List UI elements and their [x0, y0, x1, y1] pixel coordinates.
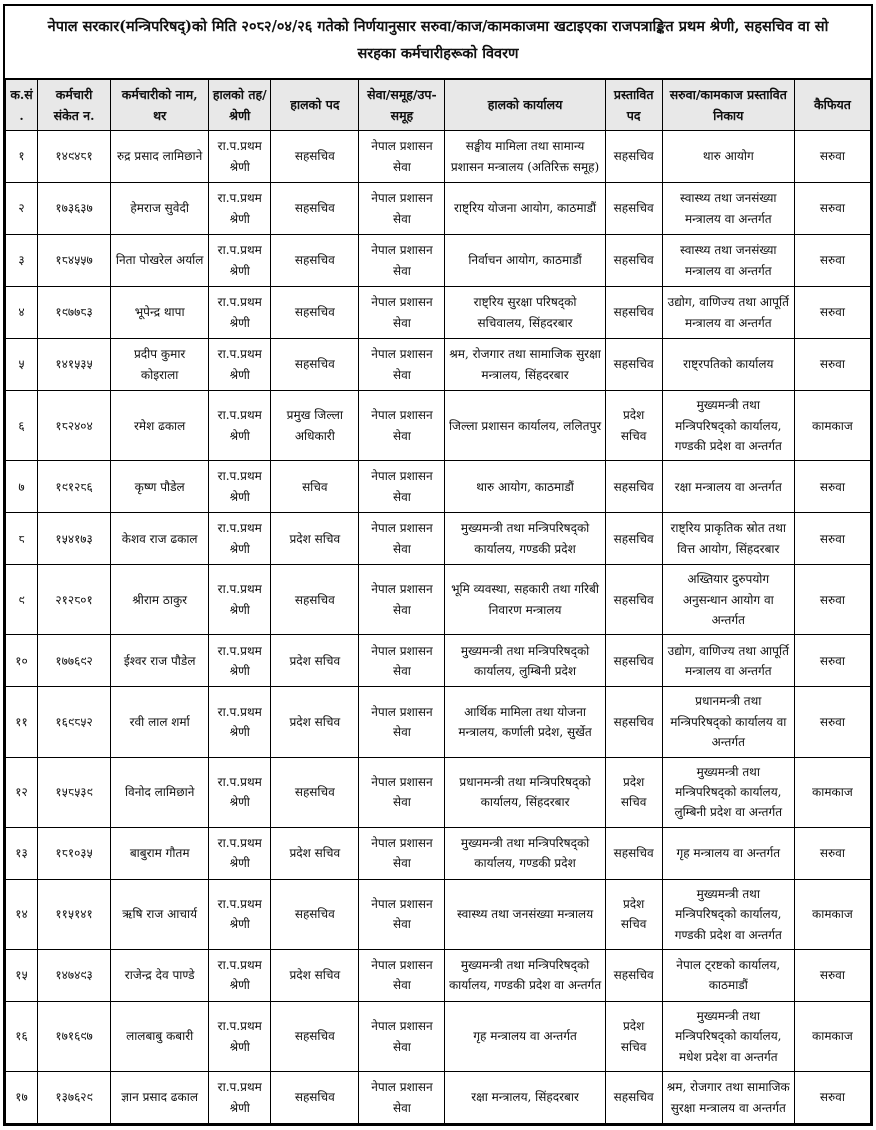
cell-remarks: सरुवा [794, 235, 870, 287]
cell-proposed-body: मुख्यमन्त्री तथा मन्त्रिपरिषद्को कार्यालय, लुम्बिनी प्रदेश वा अन्तर्गत [662, 757, 794, 827]
cell-remarks: सरुवा [794, 1072, 870, 1124]
cell-serial-number: १२ [6, 757, 38, 827]
cell-current-level: रा.प.प्रथम श्रेणी [209, 235, 271, 287]
cell-proposed-body: अख्तियार दुरुपयोग अनुसन्धान आयोग वा अन्तर्गत [662, 565, 794, 635]
table-row [6, 287, 871, 339]
cell-employee-name: ज्ञान प्रसाद ढकाल [111, 1072, 209, 1124]
cell-serial-number: १७ [6, 1072, 38, 1124]
cell-employee-name: निता पोखरेल अर्याल [111, 235, 209, 287]
cell-employee-name: रवी लाल शर्मा [111, 687, 209, 757]
cell-current-office: प्रधानमन्त्री तथा मन्त्रिपरिषद्को कार्यालय, सिंहदरबार [445, 757, 605, 827]
cell-current-office: जिल्ला प्रशासन कार्यालय, ललितपुर [445, 391, 605, 461]
cell-current-position: सहसचिव [271, 757, 359, 827]
cell-employee-name: बाबुराम गौतम [111, 827, 209, 879]
table-row [6, 687, 871, 757]
table-row [6, 827, 871, 879]
cell-service-group: नेपाल प्रशासन सेवा [359, 183, 445, 235]
cell-employee-code: ११५१४१ [38, 879, 111, 949]
cell-proposed-position: सहसचिव [605, 687, 662, 757]
cell-current-position: सहसचिव [271, 879, 359, 949]
cell-service-group: नेपाल प्रशासन सेवा [359, 635, 445, 687]
cell-current-office: भूमि व्यवस्था, सहकारी तथा गरिबी निवारण मन्त्रालय [445, 565, 605, 635]
cell-current-level: रा.प.प्रथम श्रेणी [209, 513, 271, 565]
cell-current-level: रा.प.प्रथम श्रेणी [209, 635, 271, 687]
table-row [6, 949, 871, 1001]
cell-service-group: नेपाल प्रशासन सेवा [359, 513, 445, 565]
cell-employee-code: १८४५५७ [38, 235, 111, 287]
cell-serial-number: ९ [6, 565, 38, 635]
cell-current-position: प्रदेश सचिव [271, 635, 359, 687]
table-header-row [6, 79, 871, 131]
cell-current-level: रा.प.प्रथम श्रेणी [209, 287, 271, 339]
cell-current-office: मुख्यमन्त्री तथा मन्त्रिपरिषद्को कार्यालय, लुम्बिनी प्रदेश [445, 635, 605, 687]
cell-current-office: थारु आयोग, काठमाडौं [445, 461, 605, 513]
cell-service-group: नेपाल प्रशासन सेवा [359, 827, 445, 879]
cell-current-level: रा.प.प्रथम श्रेणी [209, 131, 271, 183]
cell-current-position: सहसचिव [271, 183, 359, 235]
cell-employee-code: १५८५३९ [38, 757, 111, 827]
cell-service-group: नेपाल प्रशासन सेवा [359, 391, 445, 461]
table-row [6, 1072, 871, 1124]
cell-current-level: रा.प.प्रथम श्रेणी [209, 461, 271, 513]
cell-current-office: रक्षा मन्त्रालय, सिंहदरबार [445, 1072, 605, 1124]
cell-employee-code: १७३६३७ [38, 183, 111, 235]
cell-proposed-position: सहसचिव [605, 635, 662, 687]
cell-current-office: सङ्घीय मामिला तथा सामान्य प्रशासन मन्त्रालय (अतिरिक्त समूह) [445, 131, 605, 183]
cell-current-level: रा.प.प्रथम श्रेणी [209, 949, 271, 1001]
cell-current-level: रा.प.प्रथम श्रेणी [209, 757, 271, 827]
table-row [6, 339, 871, 391]
header-remarks: कैफियत [794, 79, 870, 131]
table-row [6, 235, 871, 287]
cell-proposed-body: मुख्यमन्त्री तथा मन्त्रिपरिषद्को कार्यालय, गण्डकी प्रदेश वा अन्तर्गत [662, 391, 794, 461]
cell-current-office: आर्थिक मामिला तथा योजना मन्त्रालय, कर्णाली प्रदेश, सुर्खेत [445, 687, 605, 757]
cell-remarks: कामकाज [794, 879, 870, 949]
employee-transfer-table [5, 79, 871, 1125]
cell-current-level: रा.प.प्रथम श्रेणी [209, 879, 271, 949]
cell-service-group: नेपाल प्रशासन सेवा [359, 757, 445, 827]
cell-employee-code: १९१२८६ [38, 461, 111, 513]
cell-employee-name: कृष्ण पौडेल [111, 461, 209, 513]
cell-employee-name: विनोद लामिछाने [111, 757, 209, 827]
cell-serial-number: १६ [6, 1001, 38, 1071]
table-body [6, 131, 871, 1124]
cell-current-office: मुख्यमन्त्री तथा मन्त्रिपरिषद्को कार्यालय, गण्डकी प्रदेश [445, 513, 605, 565]
cell-current-office: गृह मन्त्रालय वा अन्तर्गत [445, 1001, 605, 1071]
cell-service-group: नेपाल प्रशासन सेवा [359, 287, 445, 339]
cell-proposed-position: सहसचिव [605, 131, 662, 183]
cell-proposed-position: सहसचिव [605, 461, 662, 513]
cell-proposed-position: सहसचिव [605, 235, 662, 287]
cell-current-position: प्रमुख जिल्ला अधिकारी [271, 391, 359, 461]
cell-current-office: मुख्यमन्त्री तथा मन्त्रिपरिषद्को कार्यालय, गण्डकी प्रदेश [445, 827, 605, 879]
cell-serial-number: १० [6, 635, 38, 687]
cell-employee-code: १६९८५२ [38, 687, 111, 757]
cell-employee-code: १४९४८१ [38, 131, 111, 183]
transfer-notice-document [3, 4, 873, 1126]
cell-proposed-body: मुख्यमन्त्री तथा मन्त्रिपरिषद्को कार्यालय, मधेश प्रदेश वा अन्तर्गत [662, 1001, 794, 1071]
cell-current-office: राष्ट्रिय सुरक्षा परिषद्को सचिवालय, सिंहदरबार [445, 287, 605, 339]
cell-employee-code: १४१५३५ [38, 339, 111, 391]
cell-current-position: प्रदेश सचिव [271, 949, 359, 1001]
cell-serial-number: ३ [6, 235, 38, 287]
header-current-level: हालको तह/श्रेणी [209, 79, 271, 131]
cell-serial-number: ८ [6, 513, 38, 565]
header-current-position: हालको पद [271, 79, 359, 131]
cell-employee-name: ऋषि राज आचार्य [111, 879, 209, 949]
header-service-group: सेवा/समूह/उप-समूह [359, 79, 445, 131]
cell-serial-number: ११ [6, 687, 38, 757]
cell-serial-number: १४ [6, 879, 38, 949]
cell-remarks: सरुवा [794, 513, 870, 565]
cell-proposed-position: सहसचिव [605, 827, 662, 879]
table-row [6, 391, 871, 461]
cell-proposed-body: मुख्यमन्त्री तथा मन्त्रिपरिषद्को कार्यालय, गण्डकी प्रदेश वा अन्तर्गत [662, 879, 794, 949]
cell-employee-code: १७७६९२ [38, 635, 111, 687]
table-row [6, 513, 871, 565]
cell-employee-name: श्रीराम ठाकुर [111, 565, 209, 635]
cell-service-group: नेपाल प्रशासन सेवा [359, 687, 445, 757]
table-row [6, 879, 871, 949]
cell-current-level: रा.प.प्रथम श्रेणी [209, 391, 271, 461]
cell-employee-code: १८१०३५ [38, 827, 111, 879]
cell-employee-name: रुद्र प्रसाद लामिछाने [111, 131, 209, 183]
header-serial-number: क.सं. [6, 79, 38, 131]
cell-current-level: रा.प.प्रथम श्रेणी [209, 565, 271, 635]
cell-proposed-position: सहसचिव [605, 1072, 662, 1124]
cell-proposed-body: प्रधानमन्त्री तथा मन्त्रिपरिषद्को कार्यालय वा अन्तर्गत [662, 687, 794, 757]
cell-employee-name: राजेन्द्र देव पाण्डे [111, 949, 209, 1001]
cell-proposed-position: सहसचिव [605, 565, 662, 635]
cell-serial-number: १५ [6, 949, 38, 1001]
table-row [6, 131, 871, 183]
cell-remarks: कामकाज [794, 757, 870, 827]
header-current-office: हालको कार्यालय [445, 79, 605, 131]
cell-current-level: रा.प.प्रथम श्रेणी [209, 1001, 271, 1071]
cell-serial-number: १ [6, 131, 38, 183]
cell-service-group: नेपाल प्रशासन सेवा [359, 235, 445, 287]
document-title: नेपाल सरकार(मन्त्रिपरिषद्)को मिति २०८२/०४/२६ गतेको निर्णयानुसार सरुवा/काज/कामकाजमा खटाइएका राजपत्राङ्कित प्रथम श्रेणी, सहसचिव वा सो सरहका कर्मचारीहरूको विवरण [47, 18, 829, 62]
cell-current-position: सहसचिव [271, 1072, 359, 1124]
header-proposed-position: प्रस्तावित पद [605, 79, 662, 131]
cell-proposed-body: थारु आयोग [662, 131, 794, 183]
cell-proposed-position: प्रदेश सचिव [605, 879, 662, 949]
cell-proposed-position: प्रदेश सचिव [605, 391, 662, 461]
cell-employee-name: केशव राज ढकाल [111, 513, 209, 565]
cell-current-position: सहसचिव [271, 287, 359, 339]
table-row [6, 565, 871, 635]
cell-proposed-body: उद्योग, वाणिज्य तथा आपूर्ति मन्त्रालय वा अन्तर्गत [662, 635, 794, 687]
cell-employee-code: १९७७८३ [38, 287, 111, 339]
cell-employee-name: ईश्वर राज पौडेल [111, 635, 209, 687]
table-row [6, 183, 871, 235]
cell-employee-code: २१२८०१ [38, 565, 111, 635]
cell-current-level: रा.प.प्रथम श्रेणी [209, 827, 271, 879]
cell-current-office: स्वास्थ्य तथा जनसंख्या मन्त्रालय [445, 879, 605, 949]
header-proposed-body: सरुवा/कामकाज प्रस्तावित निकाय [662, 79, 794, 131]
cell-current-office: राष्ट्रिय योजना आयोग, काठमाडौं [445, 183, 605, 235]
cell-current-office: निर्वाचन आयोग, काठमाडौं [445, 235, 605, 287]
cell-proposed-position: सहसचिव [605, 287, 662, 339]
cell-proposed-body: स्वास्थ्य तथा जनसंख्या मन्त्रालय वा अन्तर्गत [662, 235, 794, 287]
cell-current-position: सहसचिव [271, 565, 359, 635]
cell-employee-code: १३७६२९ [38, 1072, 111, 1124]
cell-remarks: सरुवा [794, 461, 870, 513]
cell-proposed-position: प्रदेश सचिव [605, 1001, 662, 1071]
cell-employee-name: लालबाबु कबारी [111, 1001, 209, 1071]
table-row [6, 757, 871, 827]
table-row [6, 635, 871, 687]
cell-current-position: प्रदेश सचिव [271, 513, 359, 565]
cell-current-office: श्रम, रोजगार तथा सामाजिक सुरक्षा मन्त्रालय, सिंहदरबार [445, 339, 605, 391]
cell-service-group: नेपाल प्रशासन सेवा [359, 1072, 445, 1124]
cell-remarks: कामकाज [794, 391, 870, 461]
cell-service-group: नेपाल प्रशासन सेवा [359, 949, 445, 1001]
cell-employee-name: भूपेन्द्र थापा [111, 287, 209, 339]
cell-remarks: सरुवा [794, 635, 870, 687]
cell-proposed-body: राष्ट्रिय प्राकृतिक स्रोत तथा वित्त आयोग, सिंहदरबार [662, 513, 794, 565]
cell-remarks: सरुवा [794, 183, 870, 235]
cell-proposed-position: सहसचिव [605, 513, 662, 565]
cell-current-position: सहसचिव [271, 339, 359, 391]
cell-employee-code: १५४१७३ [38, 513, 111, 565]
cell-proposed-body: राष्ट्रपतिको कार्यालय [662, 339, 794, 391]
cell-remarks: सरुवा [794, 131, 870, 183]
cell-serial-number: ४ [6, 287, 38, 339]
cell-remarks: कामकाज [794, 1001, 870, 1071]
cell-service-group: नेपाल प्रशासन सेवा [359, 879, 445, 949]
header-employee-code: कर्मचारी संकेत न. [38, 79, 111, 131]
cell-current-level: रा.प.प्रथम श्रेणी [209, 1072, 271, 1124]
cell-proposed-position: सहसचिव [605, 183, 662, 235]
cell-employee-name: प्रदीप कुमार कोइराला [111, 339, 209, 391]
table-row [6, 1001, 871, 1071]
cell-serial-number: ६ [6, 391, 38, 461]
cell-remarks: सरुवा [794, 949, 870, 1001]
cell-current-office: मुख्यमन्त्री तथा मन्त्रिपरिषद्को कार्यालय, गण्डकी प्रदेश वा अन्तर्गत [445, 949, 605, 1001]
cell-remarks: सरुवा [794, 827, 870, 879]
cell-serial-number: १३ [6, 827, 38, 879]
cell-proposed-body: गृह मन्त्रालय वा अन्तर्गत [662, 827, 794, 879]
cell-remarks: सरुवा [794, 287, 870, 339]
cell-proposed-body: स्वास्थ्य तथा जनसंख्या मन्त्रालय वा अन्तर्गत [662, 183, 794, 235]
cell-current-position: प्रदेश सचिव [271, 687, 359, 757]
cell-employee-name: रमेश ढकाल [111, 391, 209, 461]
cell-current-position: प्रदेश सचिव [271, 827, 359, 879]
document-title-block [5, 6, 871, 79]
cell-current-level: रा.प.प्रथम श्रेणी [209, 339, 271, 391]
cell-serial-number: २ [6, 183, 38, 235]
cell-current-level: रा.प.प्रथम श्रेणी [209, 183, 271, 235]
table-row [6, 461, 871, 513]
cell-remarks: सरुवा [794, 339, 870, 391]
cell-remarks: सरुवा [794, 565, 870, 635]
cell-current-level: रा.प.प्रथम श्रेणी [209, 687, 271, 757]
cell-proposed-position: प्रदेश सचिव [605, 757, 662, 827]
cell-employee-code: १४७४९३ [38, 949, 111, 1001]
cell-service-group: नेपाल प्रशासन सेवा [359, 565, 445, 635]
cell-current-position: सहसचिव [271, 235, 359, 287]
cell-current-position: सचिव [271, 461, 359, 513]
cell-proposed-body: उद्योग, वाणिज्य तथा आपूर्ति मन्त्रालय वा अन्तर्गत [662, 287, 794, 339]
cell-employee-name: हेमराज सुवेदी [111, 183, 209, 235]
cell-proposed-body: नेपाल ट्रष्टको कार्यालय, काठमाडौं [662, 949, 794, 1001]
header-employee-name: कर्मचारीको नाम, थर [111, 79, 209, 131]
cell-service-group: नेपाल प्रशासन सेवा [359, 131, 445, 183]
cell-proposed-position: सहसचिव [605, 339, 662, 391]
cell-employee-code: १८२४०४ [38, 391, 111, 461]
cell-proposed-body: श्रम, रोजगार तथा सामाजिक सुरक्षा मन्त्रालय वा अन्तर्गत [662, 1072, 794, 1124]
cell-proposed-position: सहसचिव [605, 949, 662, 1001]
cell-serial-number: ५ [6, 339, 38, 391]
cell-current-position: सहसचिव [271, 1001, 359, 1071]
cell-service-group: नेपाल प्रशासन सेवा [359, 339, 445, 391]
cell-current-position: सहसचिव [271, 131, 359, 183]
cell-service-group: नेपाल प्रशासन सेवा [359, 1001, 445, 1071]
cell-proposed-body: रक्षा मन्त्रालय वा अन्तर्गत [662, 461, 794, 513]
cell-service-group: नेपाल प्रशासन सेवा [359, 461, 445, 513]
cell-employee-code: १७१६९७ [38, 1001, 111, 1071]
cell-remarks: सरुवा [794, 687, 870, 757]
cell-serial-number: ७ [6, 461, 38, 513]
